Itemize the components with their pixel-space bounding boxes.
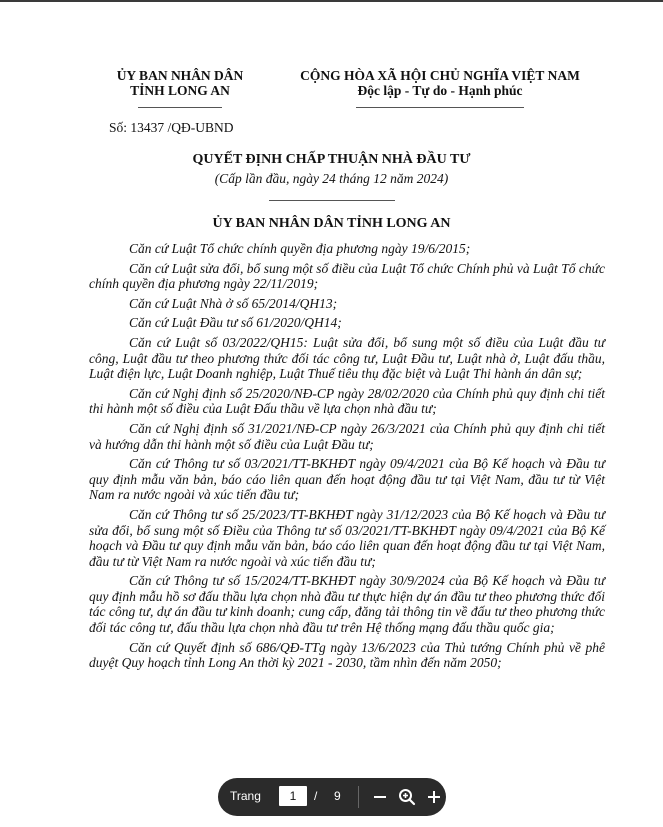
basis-paragraph: Căn cứ Thông tư số 03/2021/TT-BKHĐT ngày 09/4/2021 của Bộ Kế hoạch và Đầu tư quy định mẫu văn bản, báo cáo liên quan đến hoạt động đầu tư tại Việt Nam, đầu tư từ Việt Nam ra nước ngoài và xúc tiến đầu tư; bbox=[89, 456, 605, 503]
basis-paragraph: Căn cứ Luật sửa đổi, bổ sung một số điều của Luật Tổ chức Chính phủ và Luật Tổ chức chính quyền địa phương ngày 22/11/2019; bbox=[89, 260, 605, 292]
national-motto: Độc lập - Tự do - Hạnh phúc bbox=[357, 83, 523, 98]
national-header bbox=[282, 68, 598, 108]
national-title: CỘNG HÒA XÃ HỘI CHỦ NGHĨA VIỆT NAM bbox=[300, 68, 580, 83]
page-separator: / bbox=[314, 789, 318, 803]
authority-heading: ỦY BAN NHÂN DÂN TỈNH LONG AN bbox=[212, 216, 451, 231]
plus-icon bbox=[422, 785, 446, 809]
issuer-line-2: TỈNH LONG AN bbox=[130, 83, 230, 98]
decision-body bbox=[89, 241, 605, 675]
total-pages: 9 bbox=[334, 789, 341, 803]
page-number-input[interactable]: 1 bbox=[279, 786, 307, 806]
zoom-out-button[interactable] bbox=[368, 785, 392, 809]
page-label: Trang bbox=[230, 789, 261, 803]
issuer-header bbox=[96, 68, 264, 108]
basis-paragraph: Căn cứ Quyết định số 686/QĐ-TTg ngày 13/6/2023 của Thủ tướng Chính phủ về phê duyệt Quy hoạch tỉnh Long An thời kỳ 2021 - 2030, tầm nhìn đến năm 2050; bbox=[89, 639, 605, 671]
zoom-in-button[interactable] bbox=[422, 785, 446, 809]
document-number: Số: 13437 /QĐ-UBND bbox=[109, 120, 234, 135]
toolbar-divider bbox=[358, 786, 359, 808]
decision-title: QUYẾT ĐỊNH CHẤP THUẬN NHÀ ĐẦU TƯ bbox=[192, 152, 471, 167]
basis-paragraph: Căn cứ Nghị định số 25/2020/NĐ-CP ngày 28/02/2020 của Chính phủ quy định chi tiết thi hành một số điều của Luật Đấu thầu về lựa chọn nhà đầu tư; bbox=[89, 385, 605, 417]
basis-paragraph: Căn cứ Luật Đầu tư số 61/2020/QH14; bbox=[129, 315, 342, 331]
issuer-line-1: ỦY BAN NHÂN DÂN bbox=[116, 68, 244, 83]
basis-paragraph: Căn cứ Thông tư số 25/2023/TT-BKHĐT ngày 31/12/2023 của Bộ Kế hoạch và Đầu tư sửa đổi, bổ sung một số Điều của Thông tư số 03/2021/TT-BKHĐT ngày 09/4/2021 của Bộ Kế hoạch và Đầu tư quy định mẫu văn bản, báo cáo liên quan đến hoạt động đầu tư tại Việt Nam, đầu tư từ Việt Nam ra nước ngoài và xúc tiến đầu tư; bbox=[89, 506, 605, 569]
national-rule bbox=[356, 107, 524, 108]
basis-paragraph: Căn cứ Thông tư số 15/2024/TT-BKHĐT ngày 30/9/2024 của Bộ Kế hoạch và Đầu tư quy định mẫu hồ sơ đấu thầu lựa chọn nhà đầu tư thực hiện dự án đầu tư theo phương thức đối tác công tư, dự án đầu tư kinh doanh; cung cấp, đăng tải thông tin về đấu tư theo phương thức đối tác công tư, đấu thầu lựa chọn nhà đầu tư trên Hệ thống mạng đấu thầu quốc gia; bbox=[89, 573, 605, 636]
issuer-rule bbox=[138, 107, 222, 108]
title-rule bbox=[269, 200, 395, 201]
zoom-icon bbox=[395, 785, 419, 809]
pdf-toolbar bbox=[218, 778, 446, 816]
basis-paragraph: Căn cứ Nghị định số 31/2021/NĐ-CP ngày 26/3/2021 của Chính phủ quy định chi tiết và hướng dẫn thi hành một số điều của Luật Đầu tư; bbox=[89, 420, 605, 452]
minus-icon bbox=[368, 785, 392, 809]
basis-paragraph: Căn cứ Luật Nhà ở số 65/2014/QH13; bbox=[129, 295, 338, 311]
basis-paragraph: Căn cứ Luật số 03/2022/QH15: Luật sửa đổi, bổ sung một số điều của Luật đầu tư công, Luật đầu tư theo phương thức đối tác công tư, Luật Đầu tư, Luật nhà ở, Luật đấu thầu, Luật điện lực, Luật Doanh nghiệp, Luật Thuế tiêu thụ đặc biệt và Luật Thi hành án dân sự; bbox=[89, 334, 605, 382]
basis-paragraph: Căn cứ Luật Tổ chức chính quyền địa phương ngày 19/6/2015; bbox=[129, 241, 471, 256]
decision-subtitle: (Cấp lần đầu, ngày 24 tháng 12 năm 2024) bbox=[214, 171, 449, 186]
document-page bbox=[0, 2, 663, 827]
fit-zoom-button[interactable] bbox=[395, 785, 419, 809]
